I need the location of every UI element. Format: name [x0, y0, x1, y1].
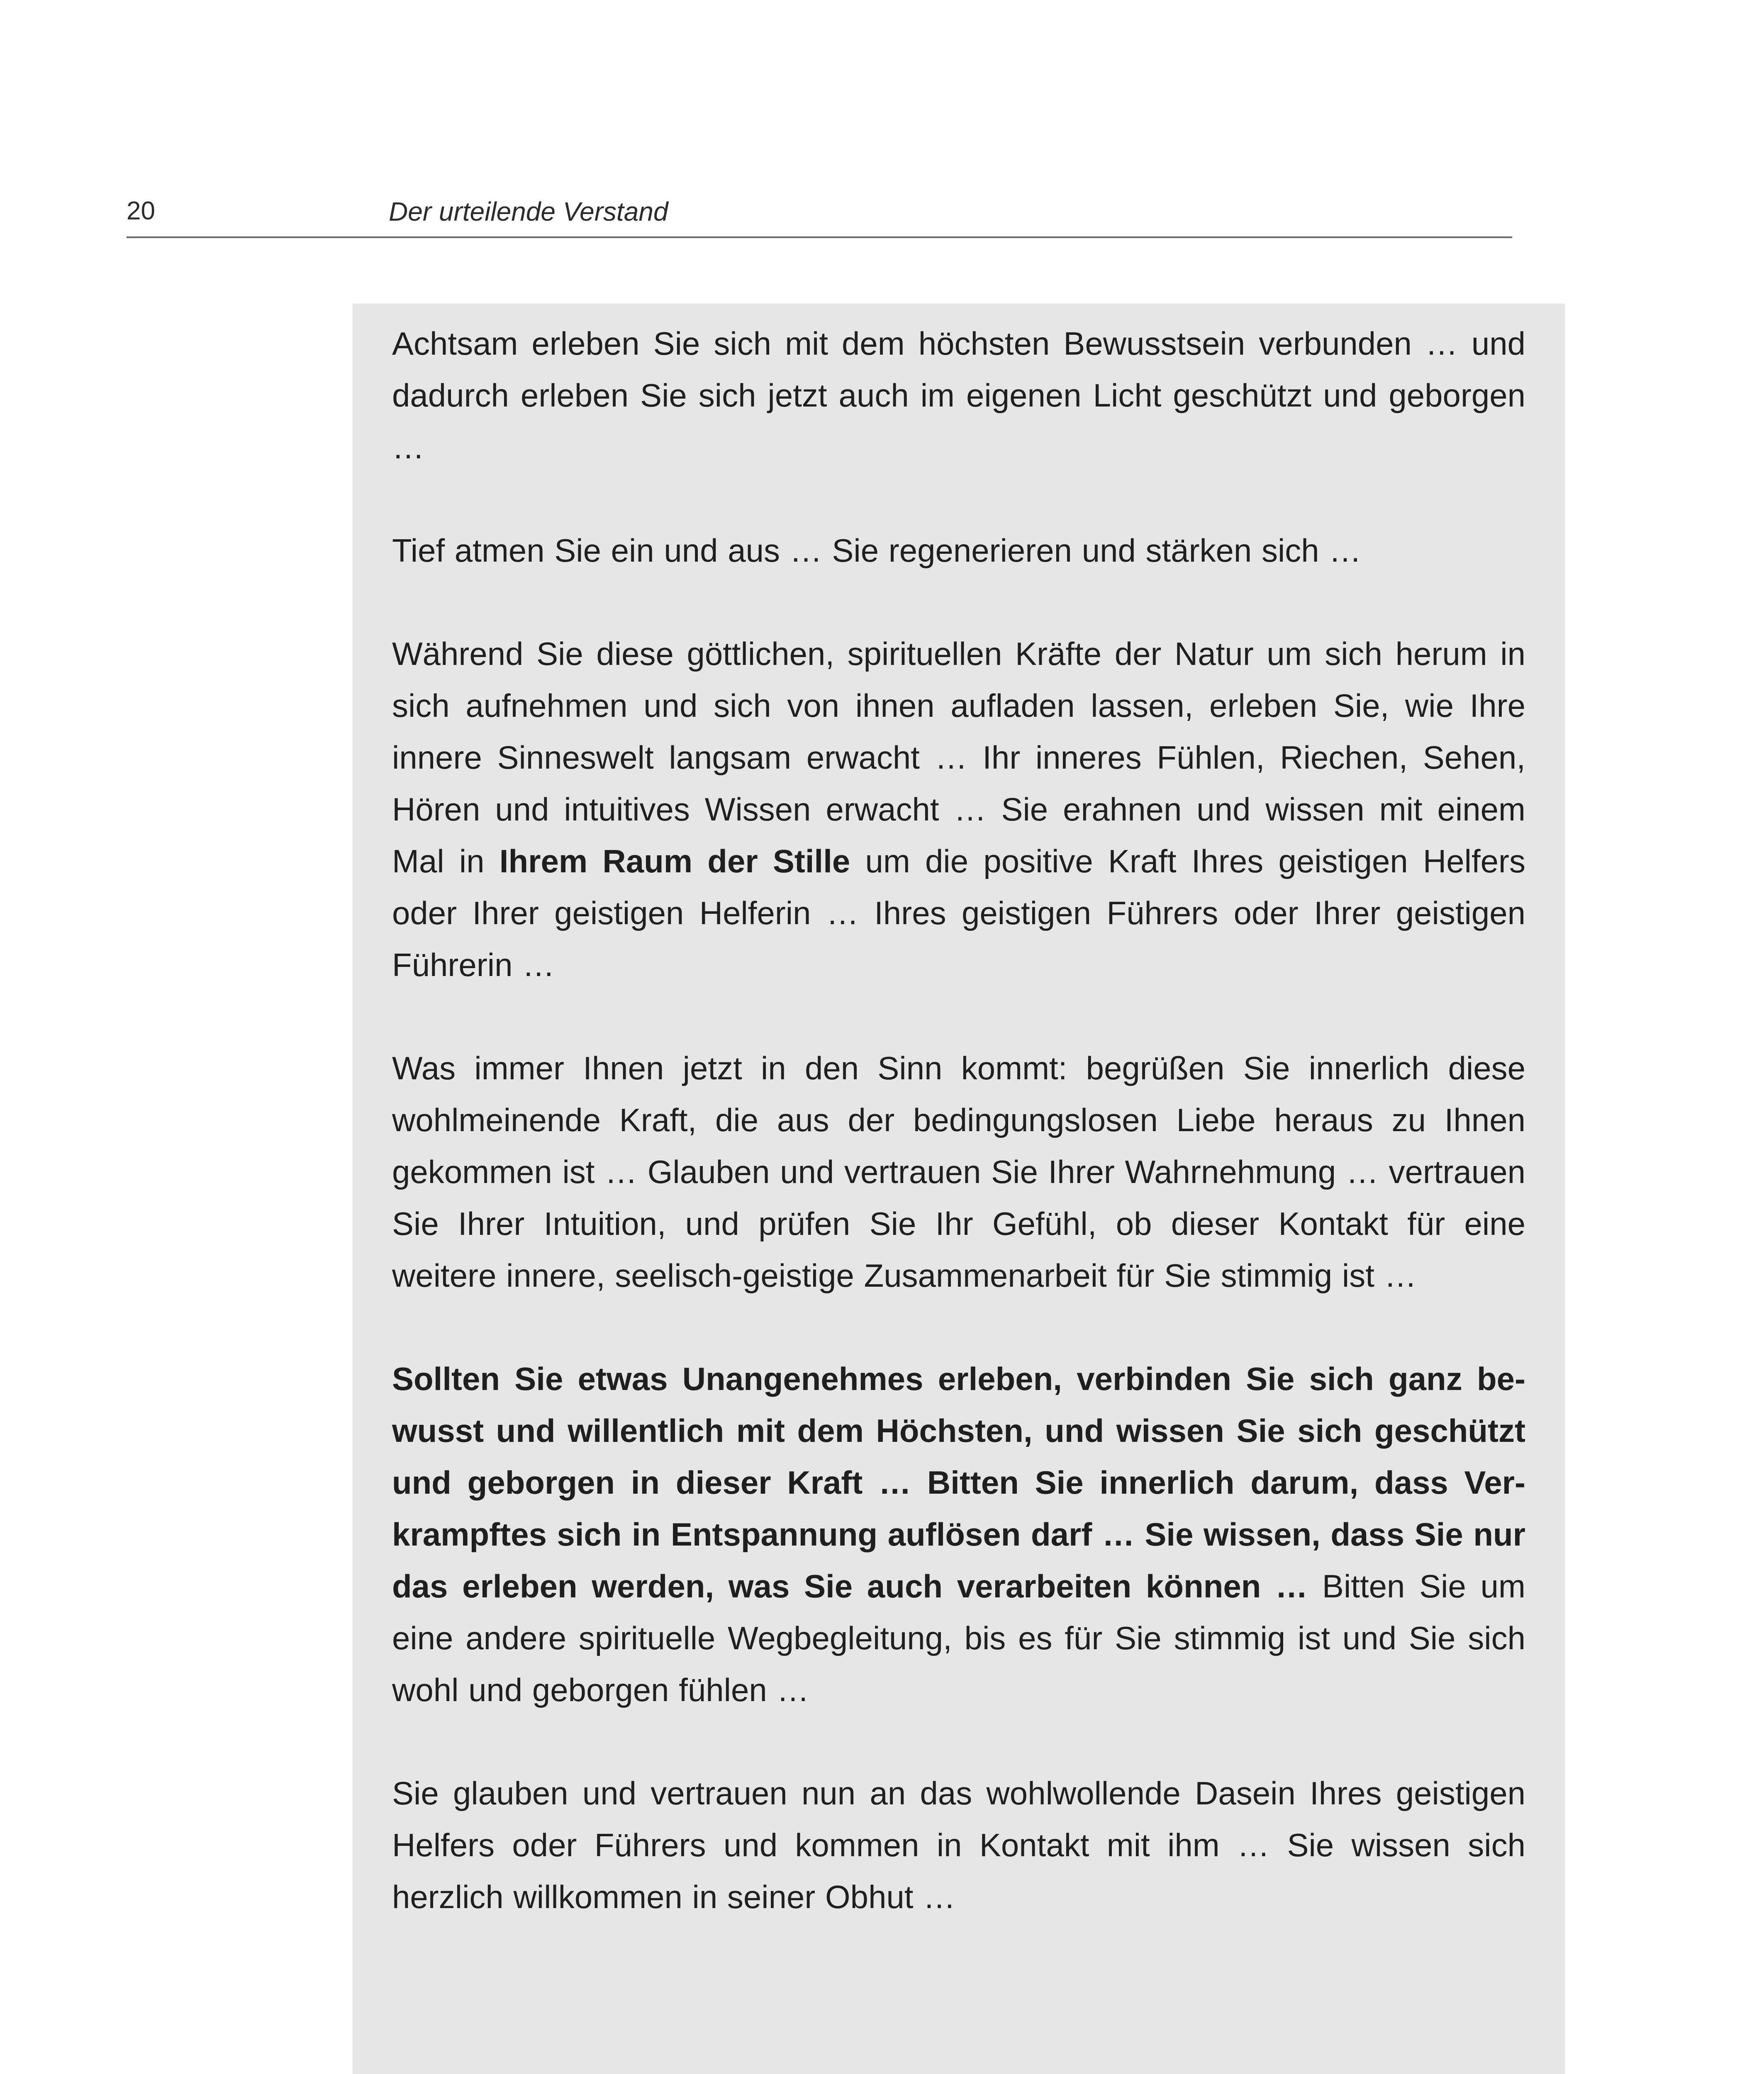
paragraph-3-emphasis: Ihrem Raum der Stille — [499, 843, 850, 879]
paragraph-4: Was immer Ihnen jetzt in den Sinn kommt: begrüßen Sie innerlich diese wohlmeinende Kraft, die aus der bedingungslosen Liebe heraus zu Ihnen gekommen ist … Glauben und vertrauen Sie Ihrer Wahrnehmung … vertrauen Sie Ihrer Intuition, und prüfen Sie Ihr Gefühl, ob dieser Kontakt für eine weitere innere, seelisch-geistige Zusammenarbeit für Sie stimmig ist … — [392, 1050, 1525, 1294]
paragraph-6: Sie glauben und vertrauen nun an das wohlwollende Dasein Ihres geistigen Helfers oder Führers und kommen in Kontakt mit ihm … Sie wissen sich herzlich willkommen in seiner Obhut … — [392, 1775, 1525, 1915]
paragraph-5 — [392, 1353, 1525, 1716]
paragraph-3-text-before: Während Sie diese göttlichen, spirituellen Kräfte der Natur um sich herum in sich aufnehmen und sich von ihnen aufladen lassen, erleben Sie, wie Ihre innere Sinneswelt langsam erwacht … Ihr inneres Fühlen, Riechen, Sehen, Hören und intuitives Wissen erwacht … Sie erahnen und wissen mit einem Mal in — [392, 635, 1525, 879]
paragraph-5-emphasis: Sollten Sie etwas Unangenehmes erleben, verbinden Sie sich ganz bewusst und willentlich mit dem Höchsten, und wissen Sie sich geschützt und geborgen in dieser Kraft … Bitten Sie innerlich darum, dass Verkrampftes sich in Entspannung auflösen darf … Sie wissen, dass Sie nur das erleben werden, was Sie auch verarbeiten können … — [392, 1361, 1525, 1604]
paragraph-5-text-after: Bitten Sie um eine andere spirituelle Wegbegleitung, bis es für Sie stimmig ist und Sie sich wohl und geborgen fühlen … — [392, 1568, 1526, 1708]
page-header — [127, 194, 1512, 238]
meditation-text-box — [353, 304, 1565, 2074]
page-number: 20 — [127, 197, 155, 225]
running-title: Der urteilende Verstand — [389, 197, 668, 226]
paragraph-3-text-after: um die positive Kraft Ihres geistigen Helfers oder Ihrer geistigen Helferin … Ihres geistigen Führers oder Ihrer geistigen Führerin … — [392, 843, 1525, 983]
paragraph-1: Achtsam erleben Sie sich mit dem höchsten Bewusstsein verbunden … und dadurch erleben Sie sich jetzt auch im eigenen Licht geschützt und geborgen … — [392, 325, 1525, 465]
paragraph-3 — [392, 628, 1525, 991]
paragraph-2: Tief atmen Sie ein und aus … Sie regenerieren und stärken sich … — [392, 532, 1362, 569]
